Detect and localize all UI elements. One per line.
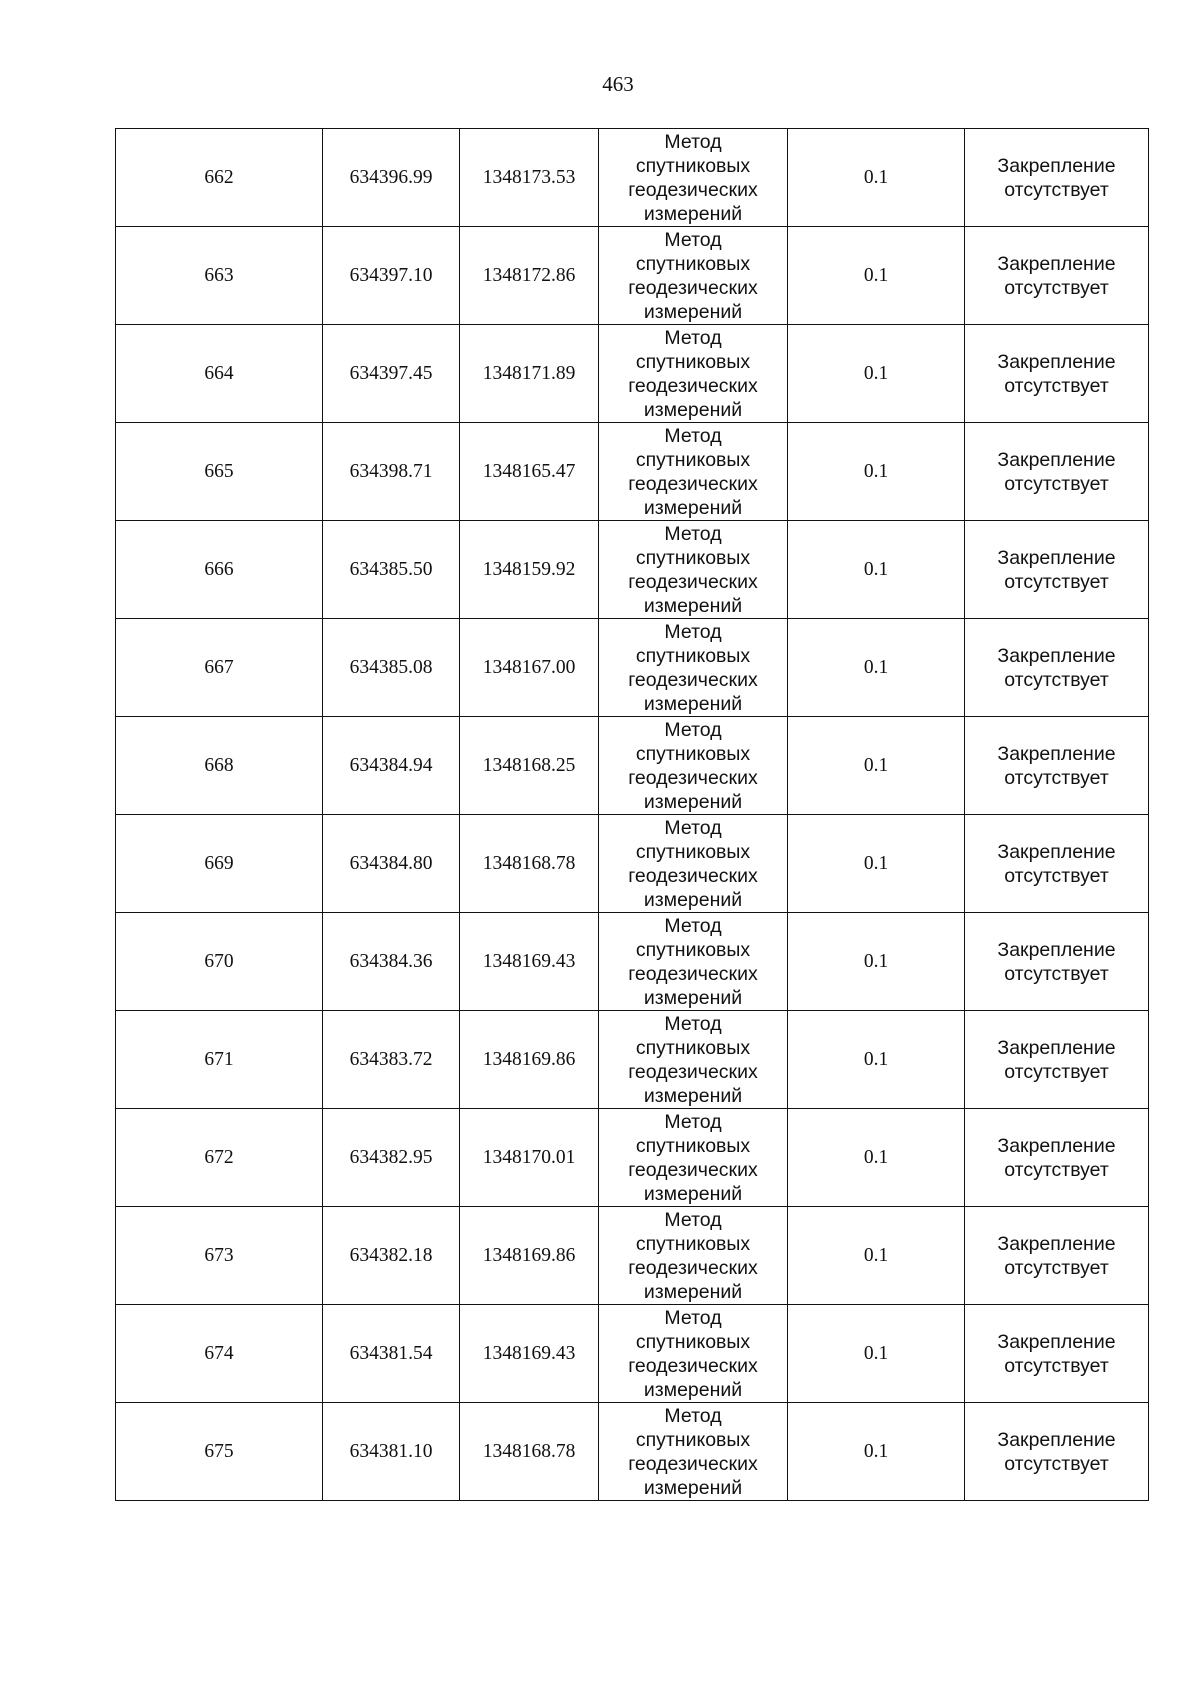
y-coordinate-cell: 1348169.86 <box>460 1011 599 1109</box>
fixing-line: отсутствует <box>1004 668 1109 691</box>
method-cell <box>599 913 788 1011</box>
x-coordinate-cell: 634382.95 <box>323 1109 460 1207</box>
point-number-cell: 673 <box>116 1207 323 1305</box>
fixing-line: Закрепление <box>997 350 1116 373</box>
table-row <box>116 227 1149 325</box>
method-line: геодезических <box>628 1060 758 1083</box>
accuracy-cell: 0.1 <box>788 619 965 717</box>
table-row <box>116 619 1149 717</box>
fixing-cell <box>965 1109 1149 1207</box>
accuracy-cell: 0.1 <box>788 325 965 423</box>
method-line: измерений <box>643 202 743 225</box>
table-row <box>116 717 1149 815</box>
method-cell <box>599 1109 788 1207</box>
method-line: измерений <box>643 1084 743 1107</box>
fixing-line: отсутствует <box>1004 1060 1109 1083</box>
fixing-line: отсутствует <box>1004 1354 1109 1377</box>
method-line: Метод <box>664 620 722 643</box>
method-line: геодезических <box>628 1256 758 1279</box>
fixing-cell <box>965 423 1149 521</box>
method-line: спутниковых <box>635 1330 751 1353</box>
fixing-line: Закрепление <box>997 448 1116 471</box>
fixing-cell <box>965 619 1149 717</box>
fixing-line: отсутствует <box>1004 374 1109 397</box>
accuracy-cell: 0.1 <box>788 1403 965 1501</box>
y-coordinate-cell: 1348173.53 <box>460 129 599 227</box>
method-cell <box>599 1403 788 1501</box>
x-coordinate-cell: 634381.54 <box>323 1305 460 1403</box>
method-line: измерений <box>643 986 743 1009</box>
method-cell <box>599 1305 788 1403</box>
fixing-line: отсутствует <box>1004 864 1109 887</box>
method-line: Метод <box>664 326 722 349</box>
y-coordinate-cell: 1348171.89 <box>460 325 599 423</box>
method-line: измерений <box>643 1378 743 1401</box>
method-line: геодезических <box>628 766 758 789</box>
x-coordinate-cell: 634397.10 <box>323 227 460 325</box>
method-line: геодезических <box>628 178 758 201</box>
point-number-cell: 667 <box>116 619 323 717</box>
fixing-cell <box>965 1403 1149 1501</box>
table-row <box>116 1305 1149 1403</box>
fixing-cell <box>965 1207 1149 1305</box>
method-cell <box>599 227 788 325</box>
method-line: геодезических <box>628 962 758 985</box>
fixing-line: Закрепление <box>997 1036 1116 1059</box>
method-line: измерений <box>643 1476 743 1499</box>
method-line: спутниковых <box>635 350 751 373</box>
method-cell <box>599 129 788 227</box>
fixing-cell <box>965 815 1149 913</box>
fixing-line: Закрепление <box>997 1232 1116 1255</box>
fixing-line: Закрепление <box>997 252 1116 275</box>
x-coordinate-cell: 634385.08 <box>323 619 460 717</box>
x-coordinate-cell: 634385.50 <box>323 521 460 619</box>
y-coordinate-cell: 1348168.78 <box>460 1403 599 1501</box>
method-cell <box>599 1207 788 1305</box>
accuracy-cell: 0.1 <box>788 227 965 325</box>
fixing-line: отсутствует <box>1004 962 1109 985</box>
method-cell <box>599 1011 788 1109</box>
y-coordinate-cell: 1348169.43 <box>460 1305 599 1403</box>
y-coordinate-cell: 1348165.47 <box>460 423 599 521</box>
y-coordinate-cell: 1348168.25 <box>460 717 599 815</box>
method-line: спутниковых <box>635 938 751 961</box>
method-line: геодезических <box>628 374 758 397</box>
fixing-line: Закрепление <box>997 154 1116 177</box>
method-line: Метод <box>664 816 722 839</box>
fixing-line: отсутствует <box>1004 1452 1109 1475</box>
point-number-cell: 669 <box>116 815 323 913</box>
table-row <box>116 129 1149 227</box>
method-line: спутниковых <box>635 1232 751 1255</box>
method-cell <box>599 717 788 815</box>
accuracy-cell: 0.1 <box>788 1109 965 1207</box>
method-line: спутниковых <box>635 252 751 275</box>
method-line: спутниковых <box>635 1134 751 1157</box>
method-line: геодезических <box>628 1354 758 1377</box>
method-cell <box>599 423 788 521</box>
fixing-cell <box>965 913 1149 1011</box>
method-line: измерений <box>643 398 743 421</box>
point-number-cell: 672 <box>116 1109 323 1207</box>
fixing-cell <box>965 227 1149 325</box>
method-line: спутниковых <box>635 840 751 863</box>
accuracy-cell: 0.1 <box>788 1011 965 1109</box>
method-line: измерений <box>643 888 743 911</box>
method-line: измерений <box>643 1280 743 1303</box>
method-line: спутниковых <box>635 1428 751 1451</box>
table-row <box>116 913 1149 1011</box>
method-line: геодезических <box>628 1158 758 1181</box>
accuracy-cell: 0.1 <box>788 423 965 521</box>
point-number-cell: 666 <box>116 521 323 619</box>
method-line: Метод <box>664 130 722 153</box>
method-line: геодезических <box>628 864 758 887</box>
fixing-line: Закрепление <box>997 840 1116 863</box>
x-coordinate-cell: 634381.10 <box>323 1403 460 1501</box>
accuracy-cell: 0.1 <box>788 717 965 815</box>
method-line: измерений <box>643 692 743 715</box>
point-number-cell: 663 <box>116 227 323 325</box>
fixing-line: Закрепление <box>997 742 1116 765</box>
method-line: измерений <box>643 1182 743 1205</box>
point-number-cell: 671 <box>116 1011 323 1109</box>
x-coordinate-cell: 634382.18 <box>323 1207 460 1305</box>
point-number-cell: 675 <box>116 1403 323 1501</box>
method-line: спутниковых <box>635 448 751 471</box>
point-number-cell: 665 <box>116 423 323 521</box>
x-coordinate-cell: 634397.45 <box>323 325 460 423</box>
method-line: геодезических <box>628 1452 758 1475</box>
method-line: Метод <box>664 1404 722 1427</box>
method-cell <box>599 521 788 619</box>
method-line: спутниковых <box>635 1036 751 1059</box>
method-line: Метод <box>664 1012 722 1035</box>
method-line: Метод <box>664 228 722 251</box>
y-coordinate-cell: 1348172.86 <box>460 227 599 325</box>
method-cell <box>599 815 788 913</box>
method-line: измерений <box>643 594 743 617</box>
method-line: измерений <box>643 790 743 813</box>
y-coordinate-cell: 1348169.86 <box>460 1207 599 1305</box>
fixing-line: отсутствует <box>1004 1256 1109 1279</box>
method-line: Метод <box>664 718 722 741</box>
method-line: спутниковых <box>635 644 751 667</box>
method-line: Метод <box>664 522 722 545</box>
point-number-cell: 670 <box>116 913 323 1011</box>
fixing-line: отсутствует <box>1004 276 1109 299</box>
method-line: Метод <box>664 1110 722 1133</box>
point-number-cell: 668 <box>116 717 323 815</box>
fixing-line: Закрепление <box>997 644 1116 667</box>
fixing-line: отсутствует <box>1004 472 1109 495</box>
accuracy-cell: 0.1 <box>788 521 965 619</box>
y-coordinate-cell: 1348159.92 <box>460 521 599 619</box>
method-line: геодезических <box>628 472 758 495</box>
method-line: измерений <box>643 496 743 519</box>
method-line: спутниковых <box>635 546 751 569</box>
method-cell <box>599 619 788 717</box>
x-coordinate-cell: 634383.72 <box>323 1011 460 1109</box>
x-coordinate-cell: 634398.71 <box>323 423 460 521</box>
fixing-cell <box>965 129 1149 227</box>
method-line: Метод <box>664 1306 722 1329</box>
accuracy-cell: 0.1 <box>788 815 965 913</box>
table-row <box>116 1109 1149 1207</box>
fixing-cell <box>965 1305 1149 1403</box>
table-row <box>116 325 1149 423</box>
y-coordinate-cell: 1348168.78 <box>460 815 599 913</box>
accuracy-cell: 0.1 <box>788 1305 965 1403</box>
fixing-cell <box>965 521 1149 619</box>
fixing-line: отсутствует <box>1004 1158 1109 1181</box>
method-line: геодезических <box>628 570 758 593</box>
method-line: Метод <box>664 1208 722 1231</box>
fixing-line: Закрепление <box>997 938 1116 961</box>
accuracy-cell: 0.1 <box>788 129 965 227</box>
table-row <box>116 1403 1149 1501</box>
table-row <box>116 815 1149 913</box>
fixing-line: отсутствует <box>1004 570 1109 593</box>
fixing-line: Закрепление <box>997 1134 1116 1157</box>
y-coordinate-cell: 1348167.00 <box>460 619 599 717</box>
coordinates-table <box>115 128 1149 1501</box>
method-line: спутниковых <box>635 742 751 765</box>
fixing-line: отсутствует <box>1004 178 1109 201</box>
accuracy-cell: 0.1 <box>788 1207 965 1305</box>
method-line: Метод <box>664 914 722 937</box>
point-number-cell: 664 <box>116 325 323 423</box>
accuracy-cell: 0.1 <box>788 913 965 1011</box>
method-line: геодезических <box>628 276 758 299</box>
fixing-line: Закрепление <box>997 1330 1116 1353</box>
y-coordinate-cell: 1348169.43 <box>460 913 599 1011</box>
fixing-line: Закрепление <box>997 546 1116 569</box>
fixing-line: отсутствует <box>1004 766 1109 789</box>
fixing-cell <box>965 717 1149 815</box>
fixing-line: Закрепление <box>997 1428 1116 1451</box>
y-coordinate-cell: 1348170.01 <box>460 1109 599 1207</box>
method-line: геодезических <box>628 668 758 691</box>
point-number-cell: 674 <box>116 1305 323 1403</box>
x-coordinate-cell: 634384.94 <box>323 717 460 815</box>
fixing-cell <box>965 1011 1149 1109</box>
x-coordinate-cell: 634384.36 <box>323 913 460 1011</box>
table-row <box>116 1207 1149 1305</box>
x-coordinate-cell: 634396.99 <box>323 129 460 227</box>
method-line: Метод <box>664 424 722 447</box>
table-row <box>116 1011 1149 1109</box>
table-body <box>116 129 1149 1501</box>
method-cell <box>599 325 788 423</box>
fixing-cell <box>965 325 1149 423</box>
table-row <box>116 423 1149 521</box>
point-number-cell: 662 <box>116 129 323 227</box>
page-number: 463 <box>602 72 634 96</box>
method-line: спутниковых <box>635 154 751 177</box>
method-line: измерений <box>643 300 743 323</box>
x-coordinate-cell: 634384.80 <box>323 815 460 913</box>
table-row <box>116 521 1149 619</box>
